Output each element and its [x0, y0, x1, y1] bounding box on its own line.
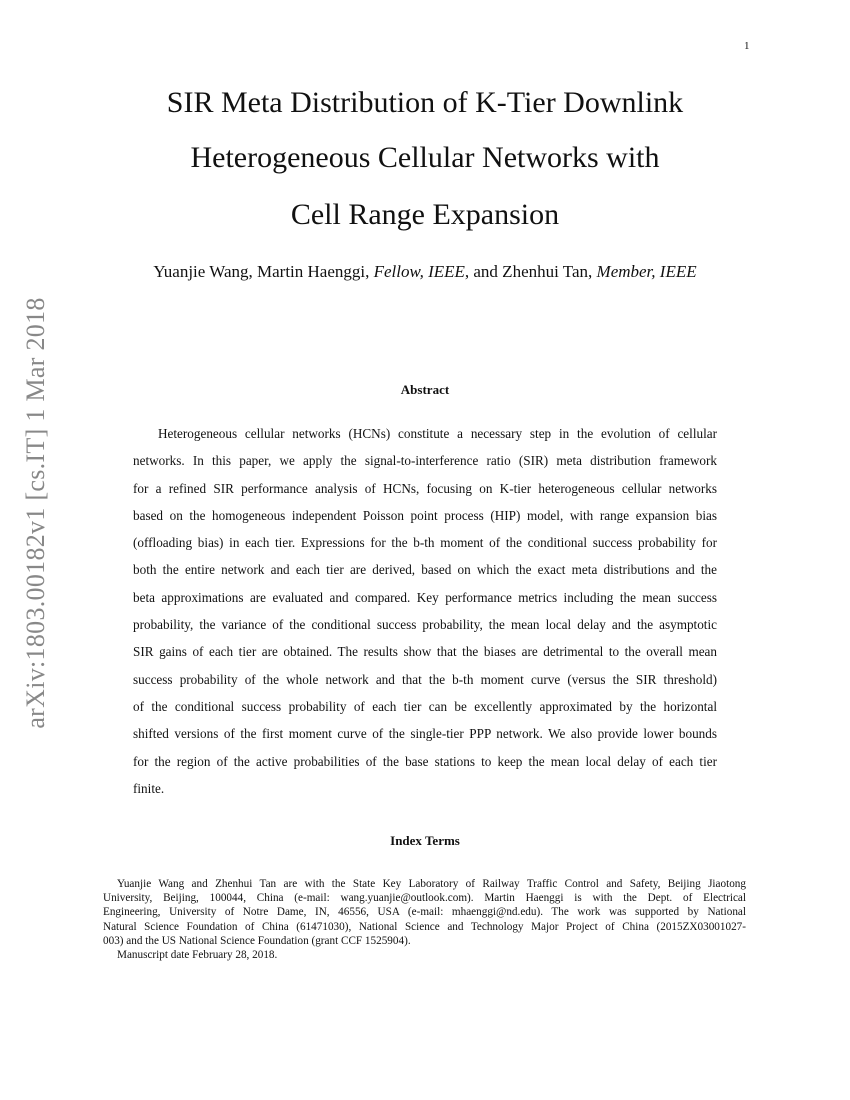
- abstract-line: both the entire network and each tier are derived, based on which the exact meta distributions and the: [133, 562, 717, 578]
- index-terms-heading: Index Terms: [390, 833, 460, 848]
- abstract-line: networks. In this paper, we apply the signal-to-interference ratio (SIR) meta distribution framework: [133, 453, 717, 469]
- author-list: [0, 262, 850, 282]
- footnote: [103, 877, 746, 962]
- footnote-line: Engineering, University of Notre Dame, IN, 46556, USA (e-mail: mhaenggi@nd.edu). The work was supported by National: [103, 906, 746, 919]
- abstract-line: based on the homogeneous independent Poisson point process (HIP) model, with range expansion bias: [133, 507, 717, 523]
- abstract-line: SIR gains of each tier are obtained. The results show that the biases are detrimental to the overall mean: [133, 644, 717, 660]
- abstract-line: for the region of the active probabilities of the base stations to keep the mean local delay of each tier: [133, 753, 717, 769]
- footnote-line: 003) and the US National Science Foundation (grant CCF 1525904).: [103, 934, 411, 947]
- footnote-line: Yuanjie Wang and Zhenhui Tan are with the State Key Laboratory of Railway Traffic Control and Safety, Beijing Jiaotong: [117, 878, 746, 890]
- abstract-line: of the conditional success probability of each tier can be excellently approximated by the horizontal: [133, 698, 717, 714]
- title-line: Heterogeneous Cellular Networks with: [190, 141, 660, 174]
- abstract-line: for a refined SIR performance analysis of HCNs, focusing on K-tier heterogeneous cellular networks: [133, 480, 717, 496]
- page-number: 1: [744, 40, 750, 52]
- arxiv-stamp: arXiv:1803.00182v1 [cs.IT] 1 Mar 2018: [21, 297, 50, 729]
- abstract-body: [133, 425, 717, 807]
- footnote-line: University, Beijing, 100044, China (e-mail: wang.yuanjie@outlook.com). Martin Haenggi is with the Dept. of Electrical: [103, 892, 746, 905]
- abstract-line: finite.: [133, 780, 165, 796]
- abstract-line: probability, the variance of the conditional success probability, the mean local delay and the asymptotic: [133, 617, 717, 633]
- abstract-heading: Abstract: [400, 382, 450, 397]
- authors-b: , and Zhenhui Tan,: [464, 262, 597, 281]
- author-role: Fellow, IEEE: [373, 262, 465, 281]
- abstract-line: beta approximations are evaluated and compared. Key performance metrics including the mean success: [133, 589, 717, 605]
- abstract-line: (offloading bias) in each tier. Expressions for the b-th moment of the conditional success probability for: [133, 535, 717, 551]
- abstract-line: Heterogeneous cellular networks (HCNs) constitute a necessary step in the evolution of cellular: [158, 426, 717, 441]
- author-role: Member, IEEE: [596, 262, 697, 281]
- abstract-line: success probability of the whole network and that the b-th moment curve (versus the SIR threshold): [133, 671, 717, 687]
- title-line: Cell Range Expansion: [290, 198, 560, 231]
- abstract-line: shifted versions of the first moment curve of the single-tier PPP network. We also provide lower bounds: [133, 726, 717, 742]
- authors-a: Yuanjie Wang, Martin Haenggi,: [153, 262, 374, 281]
- manuscript-date: Manuscript date February 28, 2018.: [117, 948, 278, 961]
- title-line: SIR Meta Distribution of K-Tier Downlink: [166, 86, 684, 119]
- footnote-line: Natural Science Foundation of China (61471030), National Science and Technology Major Project of China (2015ZX03001027-: [103, 920, 746, 933]
